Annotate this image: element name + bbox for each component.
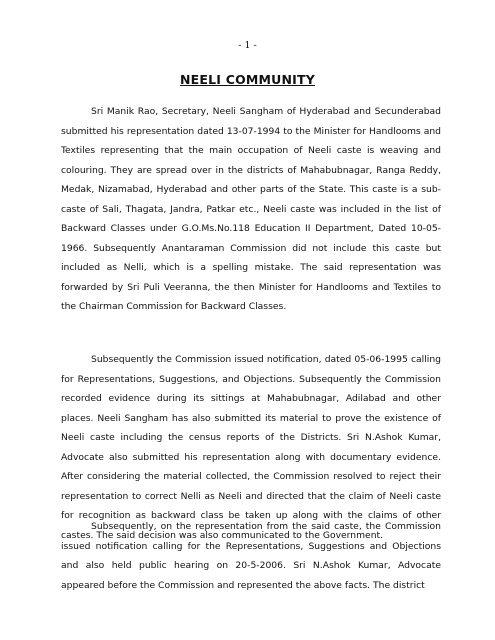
- document-title: NEELI COMMUNITY: [179, 72, 316, 87]
- paragraph-3: Subsequently, on the representation from the said caste, the Commission issued notification calling for the Representations, Suggestions and Objections and also held public hearing on 20-5-2006. Sri N.Ashok Kumar, Advocate appeared before the Commission and represented the above facts. The district: [61, 521, 441, 591]
- paragraph-1: Sri Manik Rao, Secretary, Neeli Sangham of Hyderabad and Secunderabad submitted his representation dated 13-07-1994 to the Minister for Handlooms and Textiles representing that the main occupation of Neeli caste is weaving and colouring. They are spread over in the districts of Mahabubnagar, Ranga Reddy, Medak, Nizamabad, Hyderabad and other parts of the State. This caste is a sub-caste of Sali, Thagata, Jandra, Patkar etc., Neeli caste was included in the list of Backward Classes under G.O.Ms.No.118 Education II Department, Dated 10-05-1966. Subsequently Anantaraman Commission did not include this caste but included as Nelli, which is a spelling mistake. The said representation was forwarded by Sri Puli Veeranna, the then Minister for Handlooms and Textiles to the Chairman Commission for Backward Classes.: [61, 106, 441, 313]
- paragraph-2: Subsequently the Commission issued notification, dated 05-06-1995 calling for Representations, Suggestions, and Objections. Subsequently the Commission recorded evidence during its sittings at Mahabubnagar, Adilabad and other places. Neeli Sangham has also submitted its material to prove the existence of Neeli caste including the census reports of the Districts. Sri N.Ashok Kumar, Advocate also submitted his representation along with documentary evidence. After considering the material collected, the Commission resolved to reject their representation to correct Nelli as Neeli and directed that the claim of Neeli caste for recognition as backward class be taken up along with the claims of other castes. The said decision was also communicated to the Government.: [61, 354, 441, 541]
- page-number: - 1 -: [238, 40, 257, 51]
